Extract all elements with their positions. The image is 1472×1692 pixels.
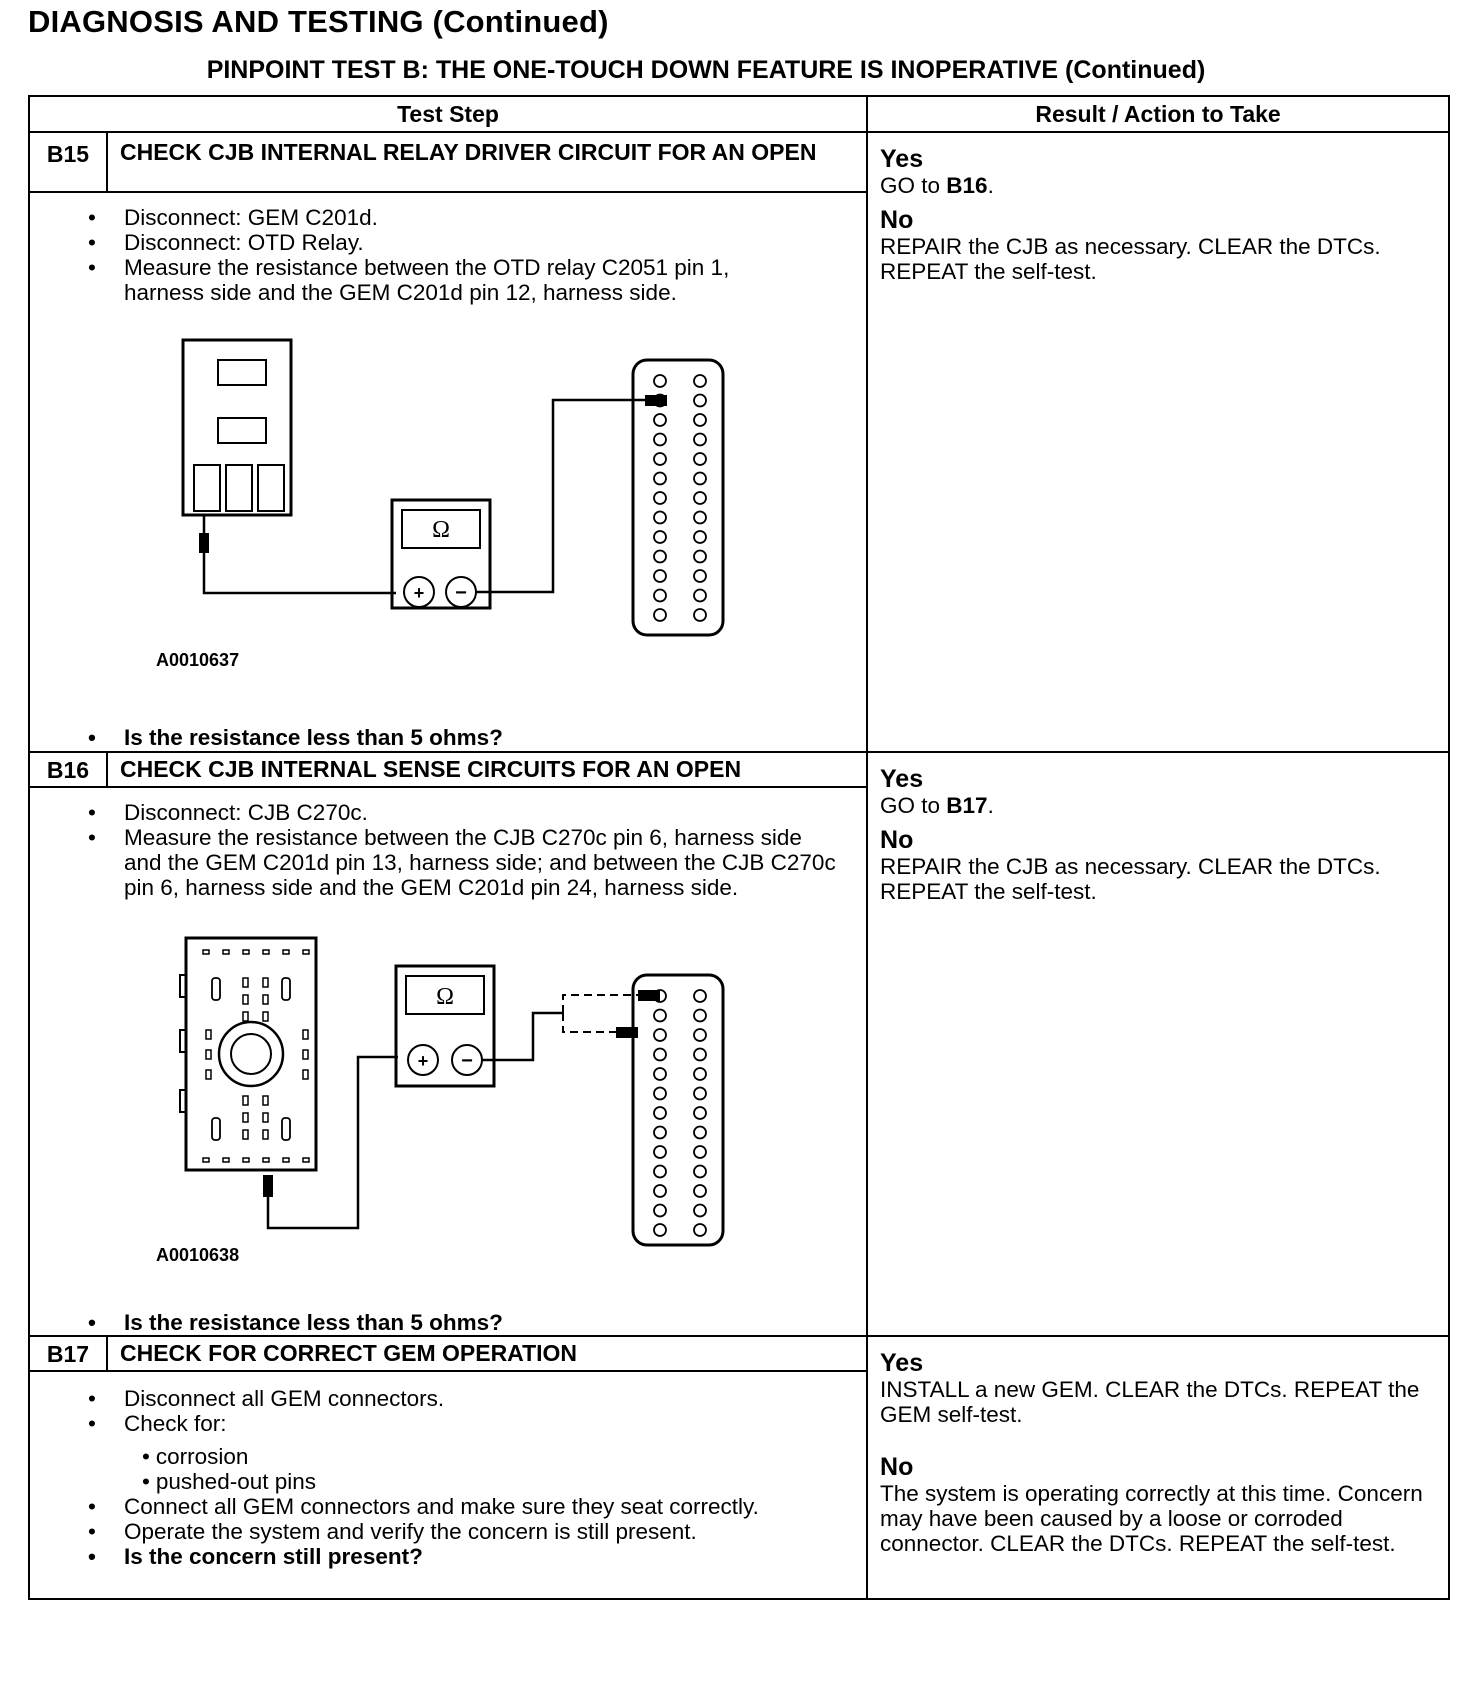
connector-pin bbox=[694, 395, 706, 407]
cjb-pin bbox=[243, 1012, 248, 1021]
connector-pin bbox=[694, 609, 706, 621]
connector-pin bbox=[654, 414, 666, 426]
connector-pin bbox=[654, 1205, 666, 1217]
connector-pin bbox=[694, 590, 706, 602]
figure-b16 bbox=[38, 900, 866, 1310]
step-title-row bbox=[29, 752, 1449, 787]
connector-pin bbox=[694, 512, 706, 524]
cjb-pin bbox=[303, 1050, 308, 1059]
cjb-pin bbox=[263, 1113, 268, 1122]
connector-pin bbox=[654, 590, 666, 602]
cjb-pin bbox=[206, 1030, 211, 1039]
yes-label: Yes bbox=[880, 145, 924, 173]
cjb-pin bbox=[243, 1096, 248, 1105]
connector-pin bbox=[654, 1010, 666, 1022]
cjb-pin bbox=[206, 1050, 211, 1059]
connector-pin bbox=[654, 1049, 666, 1061]
list-item: • Disconnect: OTD Relay. bbox=[124, 230, 806, 255]
step-content bbox=[29, 192, 867, 752]
step-id: B17 bbox=[29, 1336, 107, 1371]
step-id: B16 bbox=[29, 752, 107, 787]
cjb-pin bbox=[263, 995, 268, 1004]
col-header-test-step: Test Step bbox=[29, 96, 867, 132]
no-action: REPAIR the CJB as necessary. CLEAR the DTCs. REPEAT the self-test. bbox=[880, 234, 1381, 284]
connector-pin bbox=[654, 1088, 666, 1100]
connector-pin bbox=[694, 990, 706, 1002]
connector-pin bbox=[694, 492, 706, 504]
connector-pin bbox=[694, 414, 706, 426]
connector-pin bbox=[694, 1107, 706, 1119]
page-title: DIAGNOSIS AND TESTING (Continued) bbox=[28, 4, 609, 39]
sub-list-item: • corrosion bbox=[142, 1444, 866, 1469]
cjb-pin bbox=[303, 1030, 308, 1039]
connector-pin bbox=[694, 473, 706, 485]
pinpoint-test-table bbox=[28, 95, 1450, 1600]
svg-text:−: − bbox=[461, 1050, 473, 1072]
yes-action: GO to B16. bbox=[880, 173, 994, 198]
ohm-symbol: Ω bbox=[436, 984, 454, 1010]
connector-pin bbox=[694, 1146, 706, 1158]
connector-pin bbox=[694, 1166, 706, 1178]
cjb-pin bbox=[263, 1158, 269, 1162]
step-title-row bbox=[29, 1336, 1449, 1371]
cjb-pin bbox=[223, 1158, 229, 1162]
connector-pin bbox=[654, 1224, 666, 1236]
cjb-pin bbox=[243, 978, 248, 987]
cjb-pin bbox=[263, 1096, 268, 1105]
otd-relay-icon bbox=[183, 340, 291, 515]
figure-id: A0010637 bbox=[156, 650, 240, 670]
question: • Is the resistance less than 5 ohms? bbox=[124, 1310, 866, 1335]
connector-pin bbox=[654, 453, 666, 465]
yes-label: Yes bbox=[880, 765, 924, 793]
connector-pin bbox=[694, 375, 706, 387]
step-result bbox=[867, 1336, 1449, 1599]
cjb-pin bbox=[243, 1113, 248, 1122]
cjb-pin bbox=[263, 978, 268, 987]
step-title: CHECK FOR CORRECT GEM OPERATION bbox=[107, 1336, 867, 1371]
cjb-pin bbox=[283, 950, 289, 954]
svg-text:+: + bbox=[413, 583, 425, 603]
cjb-pin bbox=[206, 1070, 211, 1079]
connector-pin bbox=[694, 1205, 706, 1217]
step-result bbox=[867, 132, 1449, 752]
list-item: • Connect all GEM connectors and make sure they seat correctly. bbox=[124, 1494, 866, 1519]
yes-action: INSTALL a new GEM. CLEAR the DTCs. REPEAT the GEM self-test. bbox=[880, 1377, 1420, 1427]
sub-list-item: • pushed-out pins bbox=[142, 1469, 866, 1494]
connector-pin bbox=[654, 512, 666, 524]
list-item: • Check for: • corrosion • pushed-out pins bbox=[124, 1411, 866, 1494]
cjb-pin bbox=[203, 1158, 209, 1162]
table-header-row bbox=[29, 96, 1449, 132]
connector-pin bbox=[694, 1029, 706, 1041]
connector-pin bbox=[654, 1185, 666, 1197]
cjb-pin bbox=[243, 995, 248, 1004]
gem-connector-icon bbox=[633, 975, 723, 1245]
figure-b15 bbox=[38, 305, 866, 725]
no-action: The system is operating correctly at this time. Concern may have been caused by a loose or corroded connector. CLEAR the DTCs. REPEAT the self-test. bbox=[880, 1481, 1423, 1556]
wiring-diagram bbox=[38, 305, 738, 705]
ohm-symbol: Ω bbox=[432, 517, 450, 543]
connector-pin bbox=[654, 1029, 666, 1041]
step-title-row bbox=[29, 132, 1449, 192]
cjb-pin bbox=[283, 1158, 289, 1162]
list-item: • Disconnect all GEM connectors. bbox=[124, 1386, 866, 1411]
connector-pin bbox=[654, 434, 666, 446]
cjb-pin bbox=[303, 950, 309, 954]
no-label: No bbox=[880, 826, 914, 854]
yes-action: GO to B17. bbox=[880, 793, 994, 818]
step-content bbox=[29, 787, 867, 1336]
connector-pin bbox=[694, 551, 706, 563]
connector-pin bbox=[654, 1068, 666, 1080]
step-title: CHECK CJB INTERNAL RELAY DRIVER CIRCUIT FOR AN OPEN bbox=[107, 132, 867, 192]
cjb-pin bbox=[303, 1158, 309, 1162]
step-title: CHECK CJB INTERNAL SENSE CIRCUITS FOR AN OPEN bbox=[107, 752, 867, 787]
cjb-pin bbox=[243, 1130, 248, 1139]
question: • Is the concern still present? bbox=[124, 1544, 866, 1569]
cjb-pin bbox=[223, 950, 229, 954]
connector-pin bbox=[694, 570, 706, 582]
cjb-pin bbox=[263, 1130, 268, 1139]
connector-pin bbox=[694, 1185, 706, 1197]
connector-pin bbox=[654, 531, 666, 543]
yes-label: Yes bbox=[880, 1349, 924, 1377]
list-item: • Disconnect: GEM C201d. bbox=[124, 205, 806, 230]
cjb-pin bbox=[263, 1012, 268, 1021]
col-header-result: Result / Action to Take bbox=[867, 96, 1449, 132]
connector-pin bbox=[694, 434, 706, 446]
step-id: B15 bbox=[29, 132, 107, 192]
connector-pin bbox=[654, 375, 666, 387]
cjb-pin bbox=[243, 1158, 249, 1162]
connector-pin bbox=[654, 1166, 666, 1178]
connector-pin bbox=[654, 1127, 666, 1139]
test-subtitle: PINPOINT TEST B: THE ONE-TOUCH DOWN FEATURE IS INOPERATIVE (Continued) bbox=[206, 56, 1206, 84]
svg-text:+: + bbox=[417, 1051, 429, 1071]
connector-pin bbox=[694, 1224, 706, 1236]
connector-pin bbox=[694, 1088, 706, 1100]
question: • Is the resistance less than 5 ohms? bbox=[124, 725, 866, 750]
step-content bbox=[29, 1371, 867, 1599]
connector-pin bbox=[654, 492, 666, 504]
connector-pin bbox=[694, 531, 706, 543]
list-item: • Disconnect: CJB C270c. bbox=[124, 800, 836, 825]
connector-pin bbox=[694, 1049, 706, 1061]
wiring-diagram bbox=[38, 900, 738, 1280]
no-action: REPAIR the CJB as necessary. CLEAR the DTCs. REPEAT the self-test. bbox=[880, 854, 1381, 904]
step-result bbox=[867, 752, 1449, 1336]
connector-pin bbox=[694, 1127, 706, 1139]
connector-pin bbox=[654, 609, 666, 621]
cjb-pin bbox=[243, 950, 249, 954]
list-item: • Operate the system and verify the concern is still present. bbox=[124, 1519, 866, 1544]
svg-text:−: − bbox=[455, 582, 467, 604]
connector-pin bbox=[654, 1146, 666, 1158]
connector-pin bbox=[694, 1010, 706, 1022]
connector-pin bbox=[654, 551, 666, 563]
connector-pin bbox=[694, 1068, 706, 1080]
no-label: No bbox=[880, 1453, 914, 1481]
connector-pin bbox=[654, 1107, 666, 1119]
no-label: No bbox=[880, 206, 914, 234]
connector-pin bbox=[654, 473, 666, 485]
list-item: • Measure the resistance between the CJB C270c pin 6, harness side and the GEM C201d pin 13, harness side; and between the CJB C270c pin 6, harness side and the GEM C201d pin 24, harness side. bbox=[124, 825, 836, 900]
cjb-pin bbox=[203, 950, 209, 954]
figure-id: A0010638 bbox=[156, 1245, 240, 1265]
connector-pin bbox=[654, 570, 666, 582]
list-item: • Measure the resistance between the OTD relay C2051 pin 1, harness side and the GEM C201d pin 12, harness side. bbox=[124, 255, 806, 305]
cjb-pin bbox=[263, 950, 269, 954]
cjb-pin bbox=[303, 1070, 308, 1079]
connector-pin bbox=[694, 453, 706, 465]
